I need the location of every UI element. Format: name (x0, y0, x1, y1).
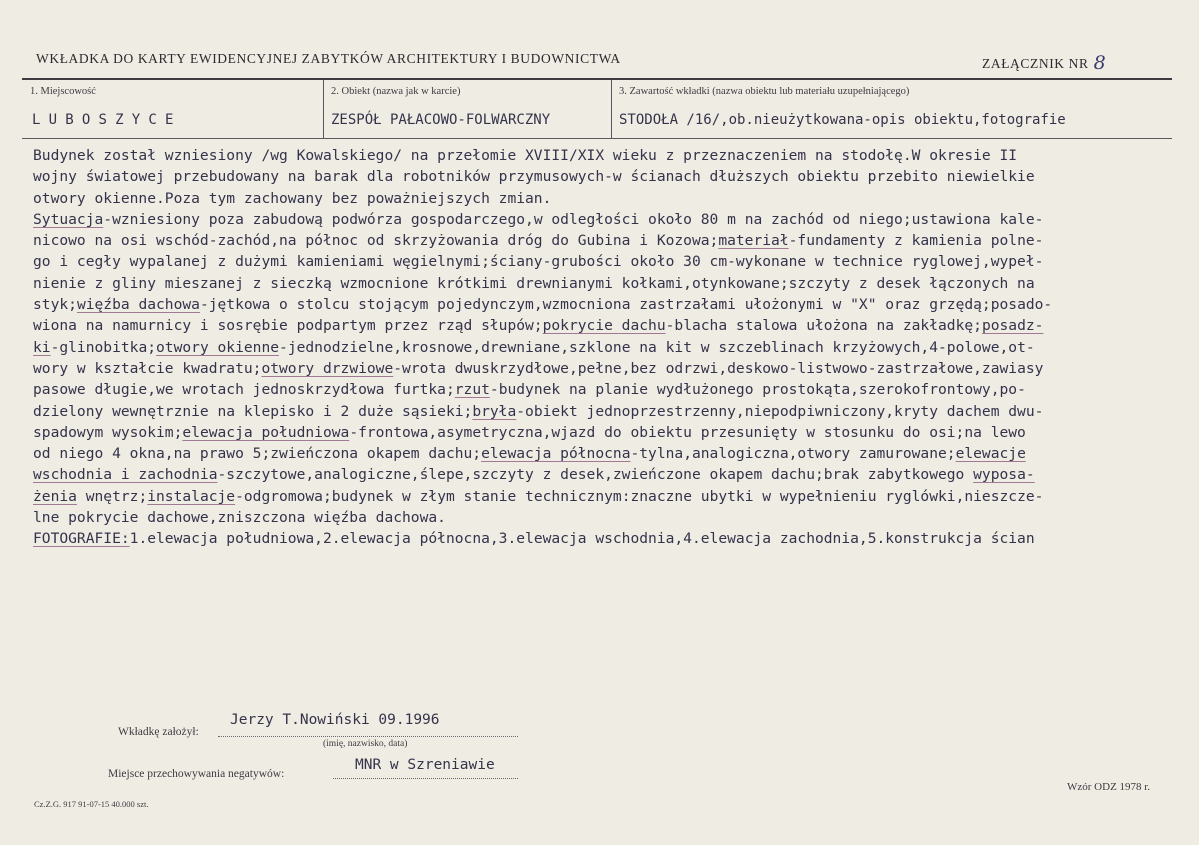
text-line (33, 486, 1173, 507)
text-line (33, 166, 1173, 187)
text-line (33, 422, 1173, 443)
text-segment: wojny światowej przebudowany na barak dla robotników przymusowych-w ścianach dłuższych obiektu przebito niewielkie (33, 168, 1035, 186)
text-segment: od niego 4 okna,na prawo 5;zwieńczona okapem dachu; (33, 445, 482, 463)
section-heading: żenia (33, 487, 77, 505)
annex-number: 8 (1093, 52, 1107, 74)
text-segment: lne pokrycie dachowe,zniszczona więźba dachowa. (33, 509, 446, 527)
text-segment: nicowo na osi wschód-zachód,na północ od skrzyżowania dróg do Gubina i Kozowa; (33, 232, 719, 250)
text-line (33, 294, 1173, 315)
text-line (33, 230, 1173, 251)
text-segment: -obiekt jednoprzestrzenny,niepodpiwniczony,kryty dachem dwu- (516, 402, 1044, 420)
text-line (33, 337, 1173, 358)
text-segment: go i cegły wypalanej z dużymi kamieniami węgielnymi;ściany-grubości około 30 cm-wykonane w technice ryglowej,wypeł- (33, 253, 1044, 271)
text-line (33, 273, 1173, 294)
section-heading: posadz- (981, 317, 1044, 335)
prepared-by-caption: (imię, nazwisko, data) (323, 739, 408, 749)
text-line (33, 464, 1173, 485)
prepared-by-label: Wkładkę założył: (118, 726, 199, 738)
section-heading: bryła (472, 402, 517, 420)
section-heading: ki (33, 338, 51, 356)
text-segment: -wrota dwuskrzydłowe,pełne,bez odrzwi,deskowo-listwowo-zastrzałowe,zawiasy (393, 359, 1044, 377)
text-segment: wiona na namurnicy i sosrębie podpartym przez rząd słupów; (33, 317, 543, 335)
text-line (33, 209, 1173, 230)
text-line (33, 401, 1173, 422)
text-segment: Budynek został wzniesiony /wg Kowalskiego/ na przełomie XVIII/XIX wieku z przeznaczeniem na stodołę.W okresie II (33, 147, 1018, 164)
section-heading: wschodnia i zachodnia (33, 466, 218, 484)
document-title: WKŁADKA DO KARTY EWIDENCYJNEJ ZABYTKÓW ARCHITEKTURY I BUDOWNICTWA (36, 51, 621, 66)
prepared-by-value: Jerzy T.Nowiński 09.1996 (230, 712, 440, 728)
annex-label-group (982, 51, 1106, 73)
text-line (33, 443, 1173, 464)
negatives-location-line (333, 778, 518, 779)
text-segment: -glinobitka; (50, 338, 157, 356)
text-segment: nienie z gliny mieszanej z sieczką wzmocnione krótkimi drewnianymi kołkami,otynkowane;szczyty z desek łączonych na (33, 274, 1035, 292)
text-line (33, 251, 1173, 272)
field-locality (22, 80, 324, 138)
text-segment: -odgromowa;budynek w złym stanie technicznym:znaczne ubytki w wypełnieniu ryglówki,nieszcze- (235, 487, 1044, 505)
field-content-value: STODOŁA /16/,ob.nieużytkowana-opis obiektu,fotografie (619, 112, 1066, 128)
text-segment: wory w kształcie kwadratu; (33, 359, 262, 377)
section-heading: otwory okienne (156, 338, 280, 356)
field-object (323, 80, 612, 138)
text-segment: pasowe długie,we wrotach jednoskrzydłowa furtka; (33, 381, 455, 399)
document-header (36, 48, 1166, 72)
section-heading: wyposa- (973, 466, 1035, 484)
text-line (33, 315, 1173, 336)
field-locality-value: LUBOSZYCE (32, 112, 182, 128)
text-segment: -jętkowa o stolcu stojącym pojedynczym,wzmocniona zastrzałami ułożonymi w "X" oraz grzędą;posado- (199, 296, 1053, 314)
section-heading: FOTOGRAFIE: (33, 530, 130, 548)
text-line (33, 528, 1173, 549)
text-segment: -tylna,analogiczna,otwory zamurowane; (630, 445, 956, 463)
section-heading: elewacje (955, 445, 1026, 463)
field-content-label: 3. Zawartość wkładki (nazwa obiektu lub materiału uzupełniającego) (619, 86, 910, 97)
text-segment: -budynek na planie wydłużonego prostokąta,szerokofrontowy,po- (489, 381, 1026, 399)
text-segment: -blacha stalowa ułożona na zakładkę; (665, 317, 982, 335)
section-heading: materiał (718, 232, 789, 250)
annex-label: ZAŁĄCZNIK NR (982, 56, 1089, 71)
section-heading: elewacja południowa (182, 423, 350, 441)
text-segment: dzielony wewnętrznie na klepisko i 2 duże sąsieki; (33, 402, 473, 420)
section-heading: pokrycie dachu (542, 317, 666, 335)
text-line (33, 379, 1173, 400)
text-line (33, 145, 1173, 166)
text-line (33, 358, 1173, 379)
text-segment: -frontowa,asymetryczna,wjazd do obiektu przesunięty w stosunku do osi;na lewo (349, 423, 1026, 441)
section-heading: rzut (454, 381, 490, 399)
text-line (33, 188, 1173, 209)
text-line (33, 507, 1173, 528)
description-text (33, 145, 1173, 550)
text-segment: -jednodzielne,krosnowe,drewniane,szklone na kit w szczeblinach krzyżowych,4-polowe,ot- (279, 338, 1035, 356)
negatives-location-value: MNR w Szreniawie (355, 757, 495, 773)
text-segment: -fundamenty z kamienia polne- (788, 232, 1044, 250)
text-segment: wnętrz; (76, 487, 148, 505)
text-segment: otwory okienne.Poza tym zachowany bez poważniejszych zmian. (33, 189, 552, 207)
negatives-location-label: Miejsce przechowywania negatywów: (108, 768, 285, 780)
section-heading: instalacje (147, 487, 236, 505)
field-locality-label: 1. Miejscowość (30, 86, 96, 97)
fields-row (22, 80, 1172, 139)
field-content (611, 80, 1172, 138)
field-object-label: 2. Obiekt (nazwa jak w karcie) (331, 86, 461, 97)
field-object-value: ZESPÓŁ PAŁACOWO-FOLWARCZNY (331, 112, 551, 128)
text-segment: 1.elewacja południowa,2.elewacja północna,3.elewacja wschodnia,4.elewacja zachodnia,5.konstrukcja ścian (129, 530, 1035, 548)
text-segment: styk; (33, 296, 77, 314)
text-segment: spadowym wysokim; (33, 423, 183, 441)
text-segment: -wzniesiony poza zabudową podwórza gospodarczego,w odległości około 80 m na zachód od niego;ustawiona kale- (103, 210, 1044, 228)
section-heading: Sytuacja (33, 210, 104, 228)
print-run-note: Cz.Z.G. 917 91-07-15 40.000 szt. (34, 799, 149, 809)
text-segment: -szczytowe,analogiczne,ślepe,szczyty z desek,zwieńczone okapem dachu;brak zabytkowego (217, 466, 974, 484)
form-model-note: Wzór ODZ 1978 r. (1067, 781, 1151, 793)
section-heading: więźba dachowa (76, 296, 200, 314)
section-heading: elewacja północna (481, 445, 631, 463)
prepared-by-line (218, 736, 518, 737)
section-heading: otwory drzwiowe (261, 359, 394, 377)
